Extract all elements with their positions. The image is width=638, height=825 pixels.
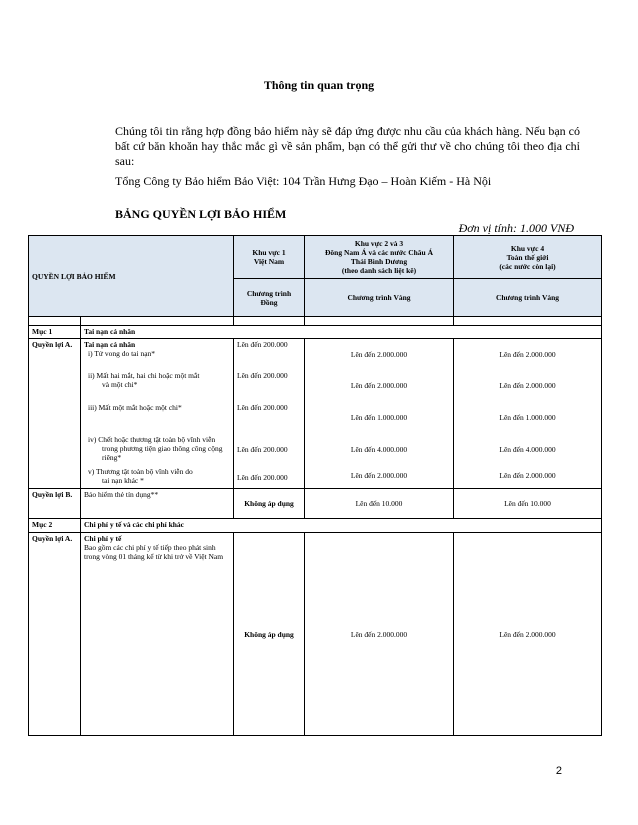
table-gap-row xyxy=(29,317,602,326)
page-number: 2 xyxy=(555,765,562,777)
benefit-2a-title: Chi phí y tế xyxy=(84,534,122,543)
header-zone4: Khu vực 4 Toàn thế giới (các nước còn lại) xyxy=(454,236,602,279)
benefit-b-row xyxy=(29,489,602,519)
benefit-2a-zone1: Không áp dụng xyxy=(234,533,305,736)
section1-title: Tai nạn cá nhân xyxy=(81,326,602,339)
intro-paragraph: Chúng tôi tin rằng hợp đồng bảo hiểm này sẽ đáp ứng được nhu cầu của khách hàng. Nếu bạn có bất cứ băn khoăn hay thắc mắc gì về sản phẩm, bạn có thể gửi thư về cho chúng tôi theo địa chỉ sau: xyxy=(115,124,580,168)
benefit-b-zone2: Lên đến 10.000 xyxy=(305,489,454,519)
item-3-label: iii) Mất một mắt hoặc một chi* xyxy=(88,403,182,412)
currency-unit: Đơn vị tính: 1.000 VNĐ xyxy=(458,221,574,235)
plan-zone4: Chương trình Vàng xyxy=(454,279,602,317)
header-zone1: Khu vực 1 Việt Nam xyxy=(234,236,305,279)
page-title: Thông tin quan trọng xyxy=(263,78,375,92)
section1-code: Mục 1 xyxy=(29,326,81,339)
header-benefit-label: QUYỀN LỢI BẢO HIỂM xyxy=(29,236,234,317)
company-address: Tổng Công ty Bảo hiểm Bảo Việt: 104 Trần Hưng Đạo – Hoàn Kiếm - Hà Nội xyxy=(115,174,492,188)
benefit-a-zone1: Lên đến 200.000 Lên đến 200.000 Lên đến 200.000 Lên đến 200.000 Lên đến 200.000 xyxy=(234,339,305,489)
benefit-b-zone4: Lên đến 10.000 xyxy=(454,489,602,519)
benefit-2a-desc: Bao gồm các chi phí y tế tiếp theo phát sinh trong vòng 01 tháng kể từ khi trở về Việt Nam xyxy=(84,543,224,561)
section1-row xyxy=(29,326,602,339)
benefit-2a-zone2: Lên đến 2.000.000 xyxy=(305,533,454,736)
item-1-label: i) Tử vong do tai nạn* xyxy=(88,349,156,358)
benefit-a-code: Quyền lợi A. xyxy=(29,339,81,489)
benefit-a-row xyxy=(29,339,602,489)
item-2-label: ii) Mất hai mắt, hai chi hoặc một mắt và một chi* xyxy=(88,371,200,389)
benefit-2a-code: Quyền lợi A. xyxy=(29,533,81,736)
plan-zone2: Chương trình Vàng xyxy=(305,279,454,317)
benefit-a-items xyxy=(81,339,234,489)
benefits-section-title: BẢNG QUYỀN LỢI BẢO HIỂM xyxy=(115,207,287,221)
benefit-2a-row xyxy=(29,533,602,736)
benefit-b-label: Bảo hiểm thẻ tín dụng** xyxy=(81,489,234,519)
benefit-b-zone1: Không áp dụng xyxy=(234,489,305,519)
header-zone2: Khu vực 2 và 3 Đông Nam Á và các nước Châu Á Thái Bình Dương (theo danh sách liệt kê) xyxy=(305,236,454,279)
benefit-2a-cell xyxy=(81,533,234,736)
benefit-a-title: Tai nạn cá nhân xyxy=(84,340,136,349)
item-4-label: iv) Chết hoặc thương tật toàn bộ vĩnh viễn trong phương tiện giao thông công cộng riêng* xyxy=(88,435,223,462)
benefit-b-code: Quyền lợi B. xyxy=(29,489,81,519)
benefit-2a-zone4: Lên đến 2.000.000 xyxy=(454,533,602,736)
benefit-a-zone4: Lên đến 2.000.000 Lên đến 2.000.000 Lên đến 1.000.000 Lên đến 4.000.000 Lên đến 2.000.000 xyxy=(454,339,602,489)
table-header-row xyxy=(29,236,602,279)
item-5-label: v) Thương tật toàn bộ vĩnh viễn do tai nạn khác * xyxy=(88,467,193,485)
section2-title: Chi phí y tế và các chi phí khác xyxy=(81,519,602,533)
benefit-a-zone2: Lên đến 2.000.000 Lên đến 2.000.000 Lên đến 1.000.000 Lên đến 4.000.000 Lên đến 2.000.000 xyxy=(305,339,454,489)
section2-code: Mục 2 xyxy=(29,519,81,533)
benefits-table xyxy=(28,235,602,736)
section2-row xyxy=(29,519,602,533)
plan-zone1: Chương trình Đồng xyxy=(234,279,305,317)
